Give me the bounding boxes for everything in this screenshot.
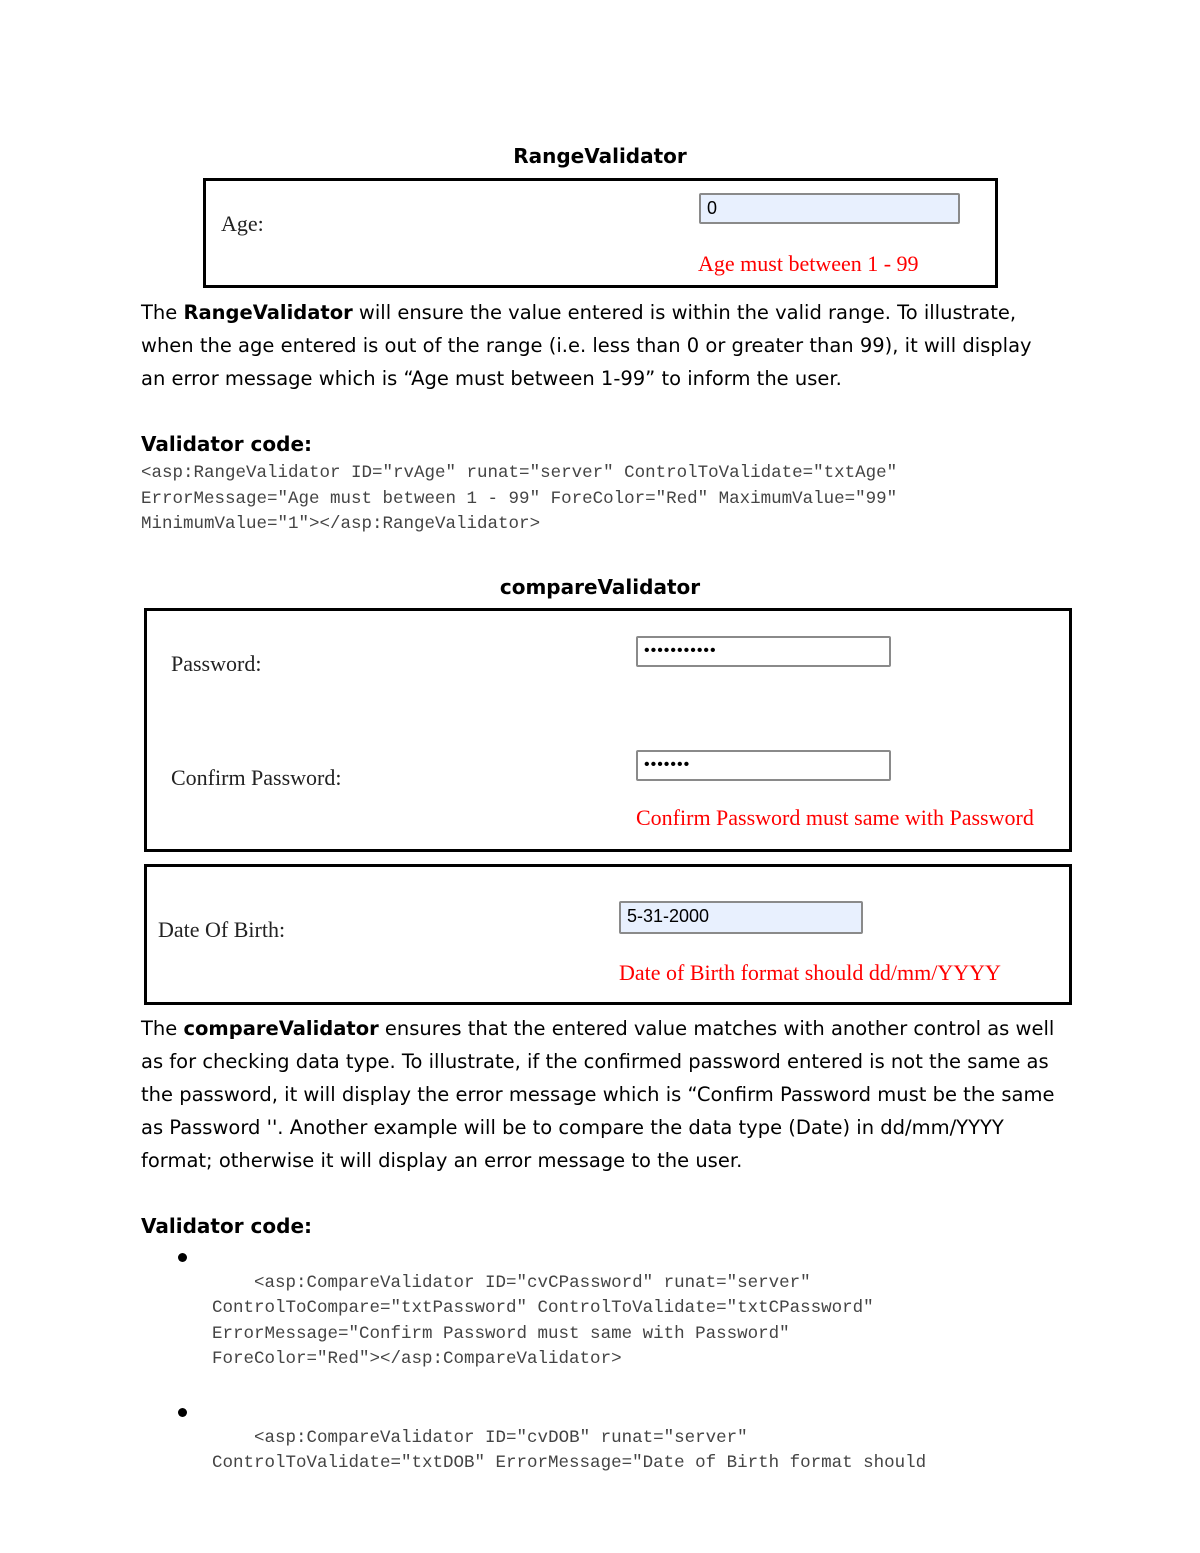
dob-error-message: Date of Birth format should dd/mm/YYYY xyxy=(619,960,1001,985)
compare-code-list xyxy=(176,1245,1076,1502)
list-item xyxy=(176,1245,1076,1398)
bullet-icon xyxy=(178,1408,187,1417)
compare-password-code: <asp:CompareValidator ID="cvCPassword" runat="server" ControlToCompare="txtPassword" ControlToValidate="txtCPassword" ErrorMessage="Confirm Password must same with Password" ForeColor="Red"></asp:CompareValidator> xyxy=(212,1272,874,1369)
confirm-password-input[interactable]: ••••••• xyxy=(636,750,891,781)
dob-input[interactable]: 5-31-2000 xyxy=(619,901,863,934)
age-input[interactable]: 0 xyxy=(699,193,960,224)
compare-validator-term: compareValidator xyxy=(183,1017,379,1040)
age-label: Age: xyxy=(221,211,264,236)
compare-dob-code: <asp:CompareValidator ID="cvDOB" runat="server" ControlToValidate="txtDOB" ErrorMessage="Date of Birth format should xyxy=(212,1427,927,1473)
password-form-screenshot xyxy=(144,608,1072,852)
dob-label: Date Of Birth: xyxy=(158,917,286,942)
dob-form-screenshot xyxy=(144,864,1072,1005)
confirm-password-label: Confirm Password: xyxy=(171,765,342,790)
compare-validator-heading: compareValidator xyxy=(499,575,701,599)
age-form-screenshot xyxy=(203,178,998,288)
compare-code-heading: Validator code: xyxy=(141,1214,313,1238)
range-validator-description: The RangeValidator will ensure the value entered is within the valid range. To illustrate, when the age entered is out of the range (i.e. less than 0 or greater than 99), it will display an error message which is “Age must between 1-99” to inform the user. xyxy=(141,301,1032,390)
range-validator-term: RangeValidator xyxy=(183,301,353,324)
password-input[interactable]: ••••••••••• xyxy=(636,636,891,667)
age-error-message: Age must between 1 - 99 xyxy=(698,251,919,276)
compare-validator-description: The compareValidator ensures that the entered value matches with another control as well as for checking data type. To illustrate, if the confirmed password entered is not the same as the password, it will display the error message which is “Confirm Password must be the same as Password ''. Another example will be to compare the data type (Date) in dd/mm/YYYY format; otherwise it will display an error message to the user. xyxy=(141,1017,1055,1172)
bullet-icon xyxy=(178,1253,187,1262)
range-validator-heading: RangeValidator xyxy=(513,144,687,168)
password-label: Password: xyxy=(171,651,262,676)
confirm-password-error: Confirm Password must same with Password xyxy=(636,805,1034,830)
range-code-heading: Validator code: xyxy=(141,432,313,456)
list-item xyxy=(176,1400,1076,1502)
range-validator-code: <asp:RangeValidator ID="rvAge" runat="server" ControlToValidate="txtAge" ErrorMessage="Age must between 1 - 99" ForeColor="Red" MaximumValue="99" MinimumValue="1"></asp:RangeValidator> xyxy=(141,463,898,534)
